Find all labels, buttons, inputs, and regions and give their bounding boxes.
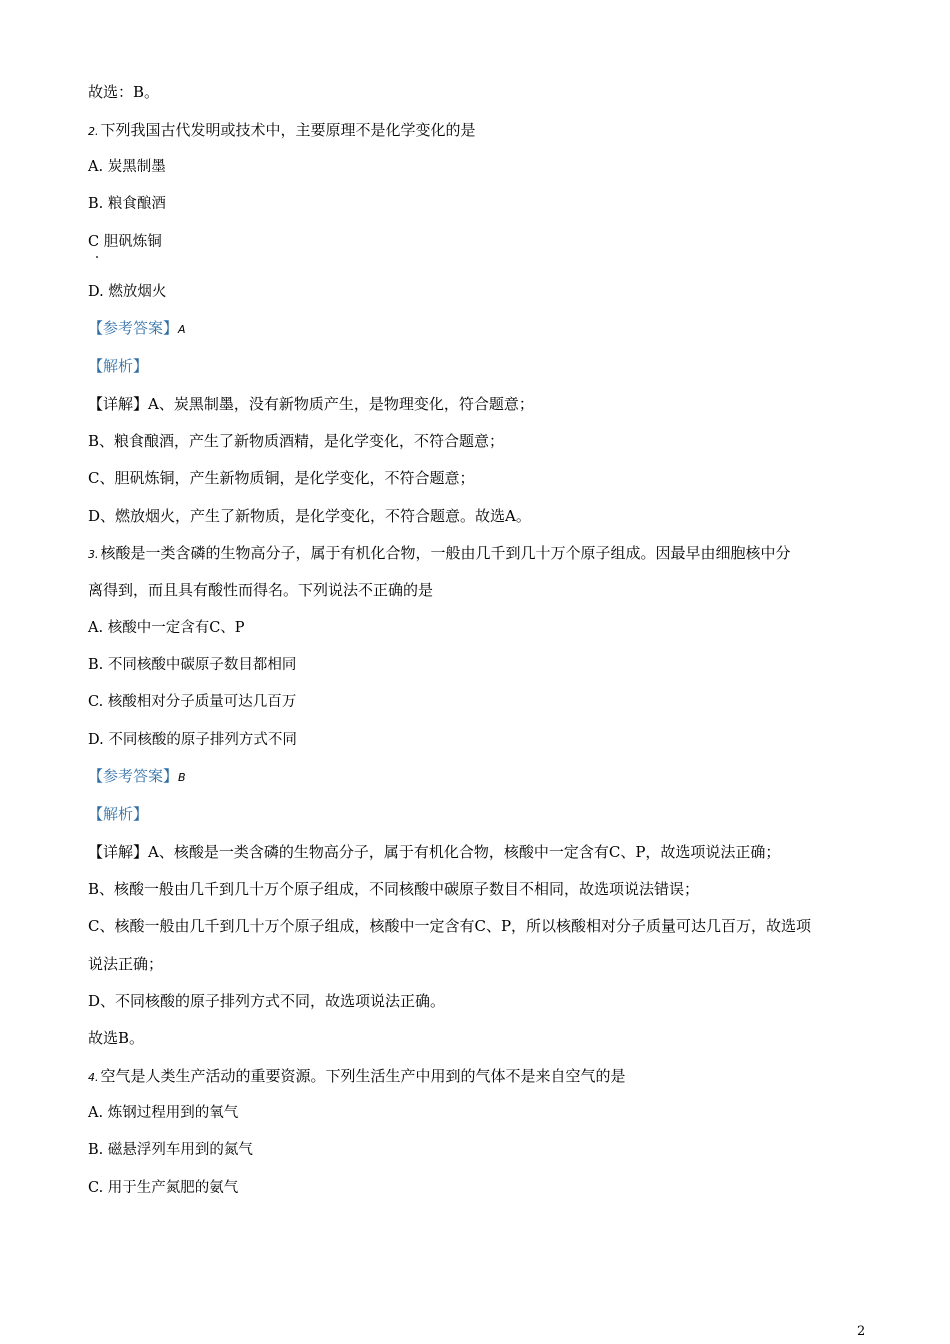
q4-number: 4.	[88, 1071, 99, 1084]
q2-option-b: B. 粮食酿酒	[88, 196, 166, 212]
q3-option-a: A. 核酸中一定含有C、P	[88, 620, 245, 636]
q2-analysis-label: 【解析】	[88, 357, 149, 375]
q2-option-d: D. 燃放烟火	[88, 284, 167, 300]
q2-number: 2.	[88, 125, 99, 138]
q3-explanation-2: B、核酸一般由几千到几十万个原子组成，不同核酸中碳原子数目不相同，故选项说法错误；	[88, 880, 700, 898]
q2-explanation-1: A、炭黑制墨，没有新物质产生，是物理变化，符合题意；	[148, 395, 534, 413]
q2-option-a: A. 炭黑制墨	[88, 159, 166, 175]
q3-answer: B	[178, 771, 186, 784]
q4-option-c: C. 用于生产氮肥的氨气	[88, 1180, 239, 1196]
q4-stem: 空气是人类生产活动的重要资源。下列生活生产中用到的气体不是来自空气的是	[100, 1067, 626, 1085]
q3-explanation-3: C、核酸一般由几千到几十万个原子组成，核酸中一定含有C、P，所以核酸相对分子质量可达几百万，故选项	[88, 917, 812, 935]
q2-stem-line	[88, 120, 476, 142]
q4-option-a: A. 炼钢过程用到的氧气	[88, 1105, 239, 1121]
q3-explanation-4: 说法正确；	[88, 955, 164, 973]
q3-answer-label: 【参考答案】	[88, 767, 179, 785]
q3-option-c: C. 核酸相对分子质量可达几百万	[88, 694, 297, 710]
q3-option-d: D. 不同核酸的原子排列方式不同	[88, 732, 297, 748]
q2-answer-line	[88, 318, 188, 340]
q3-answer-line	[88, 766, 188, 788]
q3-number: 3.	[88, 548, 99, 561]
q2-option-c: C 胆矾炼铜	[88, 234, 162, 250]
q3-detail-line-1	[88, 842, 780, 862]
q2-explanation-3: C、胆矾炼铜，产生新物质铜，是化学变化，不符合题意；	[88, 469, 475, 487]
q3-detail-label: 【详解】	[88, 843, 149, 861]
q3-stem-line-2: 离得到，而且具有酸性而得名。下列说法不正确的是	[88, 581, 434, 599]
q2-answer-label: 【参考答案】	[88, 319, 179, 337]
q2-explanation-4: D、燃放烟火，产生了新物质，是化学变化，不符合题意。故选A。	[88, 507, 531, 525]
q3-stem-line-1	[88, 543, 791, 565]
q3-explanation-5: D、不同核酸的原子排列方式不同，故选项说法正确。	[88, 992, 446, 1010]
q3-stem-1: 核酸是一类含磷的生物高分子，属于有机化合物，一般由几千到几十万个原子组成。因最早由细胞核中分	[100, 544, 791, 562]
q3-explanation-1: A、核酸是一类含磷的生物高分子，属于有机化合物，核酸中一定含有C、P，故选项说法正确；	[148, 843, 781, 861]
q4-stem-line	[88, 1066, 626, 1088]
stray-dot	[96, 256, 98, 258]
q2-detail-line-1	[88, 394, 534, 414]
prev-conclusion: 故选：B。	[88, 83, 160, 101]
q4-option-b: B. 磁悬浮列车用到的氮气	[88, 1142, 253, 1158]
q3-analysis-label: 【解析】	[88, 805, 149, 823]
q2-explanation-2: B、粮食酿酒，产生了新物质酒精，是化学变化，不符合题意；	[88, 432, 505, 450]
q2-stem: 下列我国古代发明或技术中，主要原理不是化学变化的是	[100, 121, 476, 139]
q2-detail-label: 【详解】	[88, 395, 149, 413]
q2-answer: A	[178, 323, 186, 336]
q3-option-b: B. 不同核酸中碳原子数目都相同	[88, 657, 297, 673]
q3-conclusion: 故选B。	[88, 1029, 145, 1047]
page-number: 2	[857, 1324, 866, 1339]
